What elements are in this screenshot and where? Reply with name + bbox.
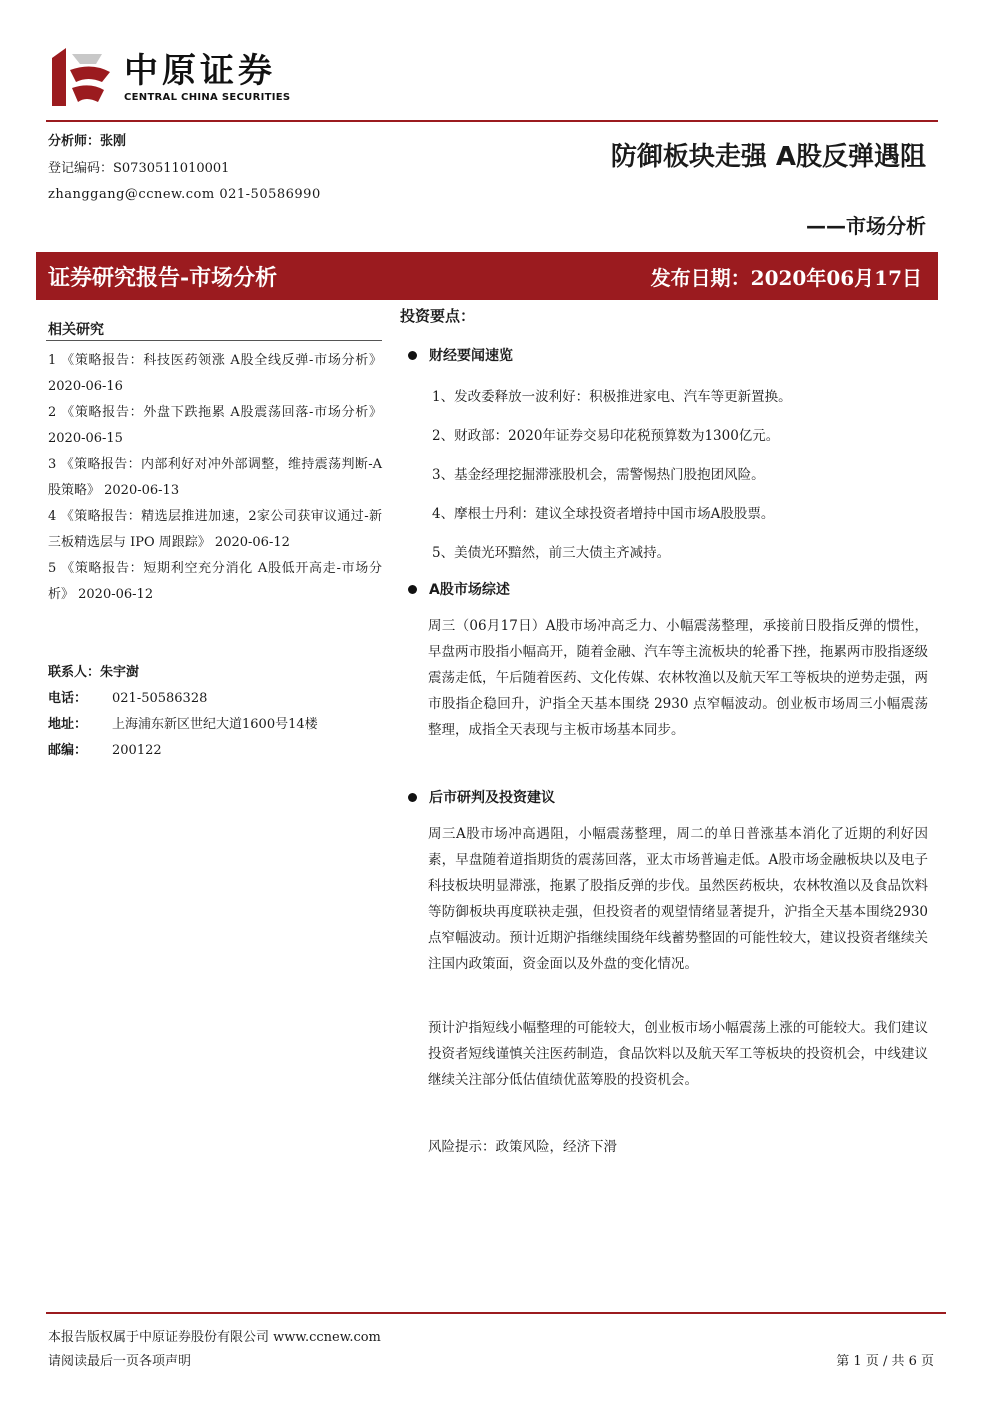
company-logo — [52, 48, 114, 106]
publish-date: 发布日期：2020年06月17日 — [650, 266, 922, 290]
section-news-heading — [408, 345, 513, 365]
news-item: 5、美债光环黯然，前三大债主齐减持。 — [432, 545, 671, 561]
section-market-heading — [408, 579, 510, 599]
related-research-item[interactable]: 2 《策略报告：外盘下跌拖累 A股震荡回落-市场分析》 2020-06-15 — [48, 405, 382, 446]
related-research-item[interactable]: 3 《策略报告：内部利好对冲外部调整，维持震荡判断-A股策略》 2020-06-13 — [48, 457, 382, 498]
zip-label: 邮编： — [48, 743, 88, 758]
investment-points-title: 投资要点： — [400, 307, 476, 325]
bullet-icon — [408, 351, 417, 360]
market-summary-text: 周三（06月17日）A股市场冲高乏力、小幅震荡整理，承接前日股指反弹的惯性，早盘两市股指小幅高开，随着金融、汽车等主流板块的轮番下挫，拖累两市股指逐级震荡走低，午后随着医药、文化传媒、农林牧渔以及航天军工等板块的逆势走强，两市股指企稳回升，沪指全天基本围绕 2930 点窄幅波动。创业板市场周三小幅震荡整理，成指全天表现与主板市场基本同步。 — [428, 618, 928, 738]
analyst-registration: 登记编码：S0730511010001 — [48, 161, 230, 176]
related-research-title: 相关研究 — [48, 322, 104, 338]
news-item: 1、发改委释放一波利好：积极推进家电、汽车等更新置换。 — [432, 389, 792, 405]
report-category: 证券研究报告-市场分析 — [48, 265, 278, 291]
news-item: 4、摩根士丹利：建议全球投资者增持中国市场A股股票。 — [432, 506, 775, 522]
logo-chinese-name: 中原证券 — [124, 51, 276, 91]
footer-divider — [46, 1312, 946, 1314]
phone-value: 021-50586328 — [112, 691, 208, 706]
section-news-title: 财经要闻速览 — [429, 348, 513, 364]
outlook-paragraph-1: 周三A股市场冲高遇阻，小幅震荡整理，周二的单日普涨基本消化了近期的利好因素，早盘随着道指期货的震荡回落，亚太市场普遍走低。A股市场金融板块以及电子科技板块明显滞涨，拖累了股指反弹的步伐。虽然医药板块，农林牧渔以及食品饮料等防御板块再度联袂走强，但投资者的观望情绪显著提升，沪指全天基本围绕2930点窄幅波动。预计近期沪指继续围绕年线蓄势整固的可能性较大，建议投资者继续关注国内政策面，资金面以及外盘的变化情况。 — [428, 826, 928, 972]
address-value: 上海浦东新区世纪大道1600号14楼 — [112, 717, 318, 732]
address-label: 地址： — [48, 717, 88, 732]
risk-warning: 风险提示：政策风险，经济下滑 — [428, 1139, 617, 1155]
footer-copyright: 本报告版权属于中原证券股份有限公司 www.ccnew.com — [48, 1330, 381, 1345]
news-item: 2、财政部：2020年证券交易印花税预算数为1300亿元。 — [432, 428, 780, 444]
news-item: 3、基金经理挖掘滞涨股机会，需警惕热门股抱团风险。 — [432, 467, 765, 483]
report-type-band — [36, 252, 938, 300]
contact-name: 朱宇澍 — [100, 665, 140, 680]
analyst-contact: zhanggang@ccnew.com 021-50586990 — [48, 187, 321, 202]
contact-label: 联系人： — [48, 665, 101, 680]
related-research-list — [48, 348, 382, 608]
report-title: 防御板块走强 A股反弹遇阻 — [610, 142, 926, 172]
section-market-title: A股市场综述 — [429, 582, 510, 598]
report-subtitle: ——市场分析 — [806, 214, 926, 238]
logo-english-name: CENTRAL CHINA SECURITIES — [124, 92, 291, 103]
zip-value: 200122 — [112, 743, 162, 758]
liaison-phone-row — [48, 686, 318, 712]
outlook-paragraph-2: 预计沪指短线小幅整理的可能较大，创业板市场小幅震荡上涨的可能较大。我们建议投资者短线谨慎关注医药制造，食品饮料以及航天军工等板块的投资机会，中线建议继续关注部分低估值绩优蓝筹股的投资机会。 — [428, 1020, 928, 1088]
section-outlook-heading — [408, 787, 555, 807]
page-number: 第 1 页 / 共 6 页 — [836, 1354, 934, 1369]
header-divider — [46, 120, 938, 122]
liaison-block — [48, 660, 318, 764]
footer-disclaimer: 请阅读最后一页各项声明 — [48, 1354, 192, 1369]
liaison-contact-row — [48, 660, 318, 686]
section-outlook-title: 后市研判及投资建议 — [429, 790, 555, 806]
analyst-name: 分析师：张刚 — [48, 134, 127, 149]
related-research-divider — [46, 340, 382, 341]
bullet-icon — [408, 793, 417, 802]
related-research-item[interactable]: 4 《策略报告：精选层推进加速，2家公司获审议通过-新三板精选层与 IPO 周跟踪》 2020-06-12 — [48, 509, 382, 550]
related-research-item[interactable]: 5 《策略报告：短期利空充分消化 A股低开高走-市场分析》 2020-06-12 — [48, 561, 382, 602]
liaison-zip-row — [48, 738, 318, 764]
phone-label: 电话： — [48, 691, 88, 706]
bullet-icon — [408, 585, 417, 594]
related-research-item[interactable]: 1 《策略报告：科技医药领涨 A股全线反弹-市场分析》 2020-06-16 — [48, 353, 382, 394]
liaison-address-row — [48, 712, 318, 738]
